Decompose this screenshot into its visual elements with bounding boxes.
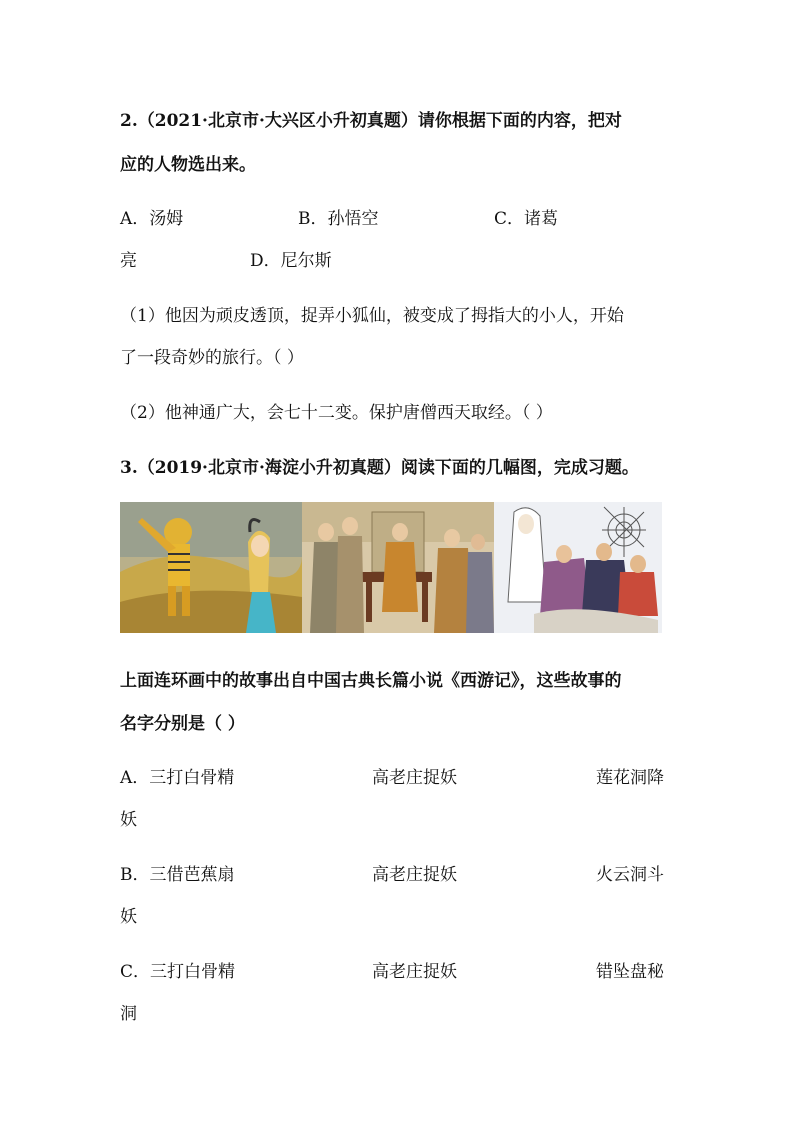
q3-option-b-col3: 火云洞斗 <box>596 865 664 885</box>
q3-option-a-col2: 高老庄捉妖 <box>372 768 457 788</box>
q3-option-c-col2: 高老庄捉妖 <box>372 962 457 982</box>
q3-option-c-continued: 洞 <box>120 1004 137 1024</box>
q3-paragraph-line1: 上面连环画中的故事出自中国古典长篇小说《西游记》，这些故事的 <box>120 671 622 691</box>
q2-option-d: D．尼尔斯 <box>250 251 332 271</box>
q2-option-c-continued: 亮 <box>120 251 137 271</box>
q3-option-a-col3: 莲花洞降 <box>596 768 664 788</box>
q2-sub1-line2: 了一段奇妙的旅行。（ ） <box>120 348 304 368</box>
q2-stem-line1: 2.（2021·北京市·大兴区小升初真题）请你根据下面的内容，把对 <box>120 111 622 131</box>
q3-option-c-col1: C．三打白骨精 <box>120 962 236 982</box>
q3-option-a-col1: A．三打白骨精 <box>120 768 235 788</box>
q3-option-b-col1: B．三借芭蕉扇 <box>120 865 235 885</box>
q3-option-b-col2: 高老庄捉妖 <box>372 865 457 885</box>
q3-option-c-col3: 错坠盘秘 <box>596 962 664 982</box>
comic-panel-court-scene <box>302 502 494 633</box>
comic-panel-monkey-king <box>120 502 302 633</box>
comic-panel-spider-cave <box>494 502 662 633</box>
q3-option-a-continued: 妖 <box>120 810 137 830</box>
comic-strip <box>120 502 662 633</box>
q2-stem-line2: 应的人物选出来。 <box>120 155 256 175</box>
q2-option-c: C．诸葛 <box>494 209 559 229</box>
q3-paragraph-line2: 名字分别是（ ） <box>120 714 245 734</box>
q3-stem: 3.（2019·北京市·海淀小升初真题）阅读下面的几幅图，完成习题。 <box>120 458 639 478</box>
q2-sub1-line1: （1）他因为顽皮透顶，捉弄小狐仙，被变成了拇指大的小人，开始 <box>120 306 624 326</box>
q3-option-b-continued: 妖 <box>120 907 137 927</box>
q2-option-a: A．汤姆 <box>120 209 184 229</box>
q2-sub2: （2）他神通广大，会七十二变。保护唐僧西天取经。（ ） <box>120 403 553 423</box>
q2-option-b: B．孙悟空 <box>298 209 379 229</box>
